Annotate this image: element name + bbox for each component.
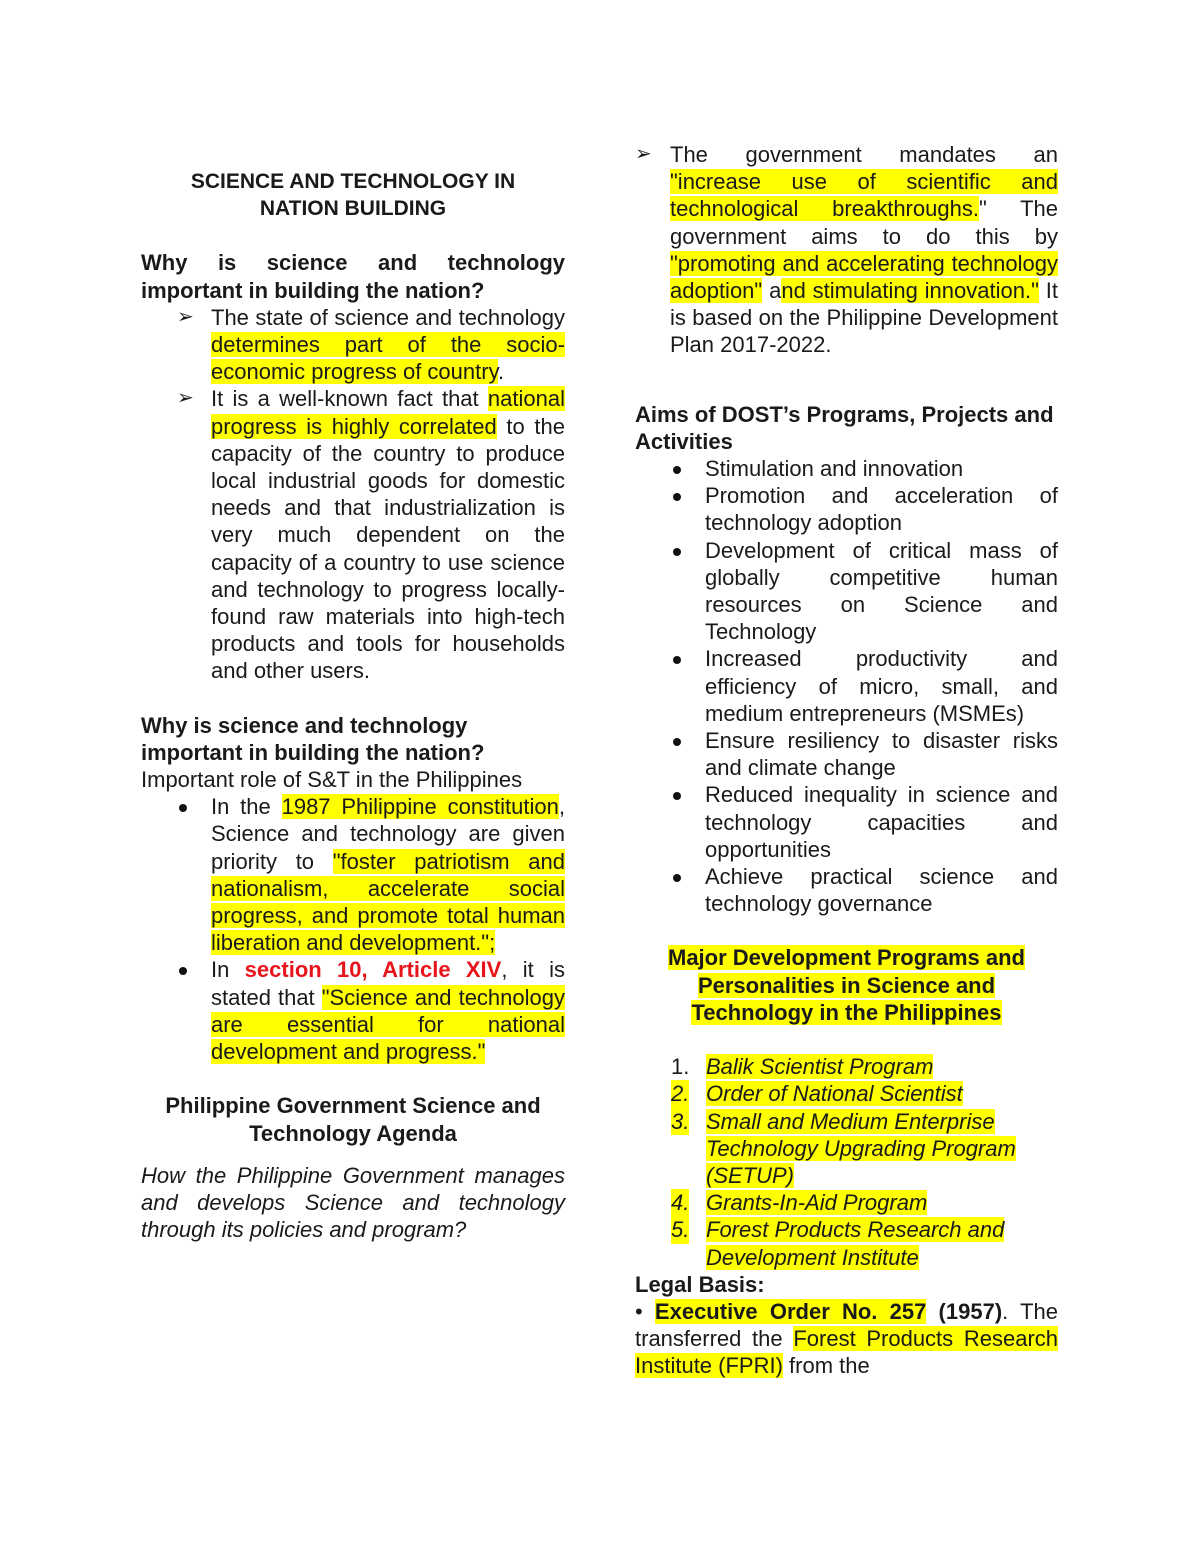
list-item: Development of critical mass of globally competitive human resources on Science and Technology [635, 537, 1058, 646]
list-item: In section 10, Article XIV, it is stated that "Science and technology are essential for national development and progress." [141, 956, 565, 1065]
article-reference: section 10, Article XIV [244, 957, 502, 983]
highlighted-text: national progress is highly correlated [211, 386, 565, 439]
arrow-bullet-icon: ➢ [177, 387, 194, 410]
question-heading-2: Why is science and technology important in building the nation? [141, 712, 485, 765]
list-item: 1. Balik Scientist Program [671, 1054, 934, 1080]
bullet-icon [673, 738, 681, 746]
bullet-icon [673, 466, 681, 474]
list-item: ➢ It is a well-known fact that national progress is highly correlated to the capacity of the country to produce local industrial goods for domestic needs and that industrialization is very much dependent on the capacity of a country to use science and technology to progress locally-found raw materials into high-tech products and tools for households and other users. [177, 386, 566, 684]
list-item: 3. Small and Medium Enterprise Technology Upgrading Program (SETUP) [671, 1108, 1016, 1188]
arrow-bullet-icon: ➢ [635, 143, 652, 165]
programs-list [635, 1053, 1058, 1271]
agenda-question: How the Philippine Government manages and develops Science and technology through its policies and program? [141, 1162, 565, 1243]
section-heading: Philippine Government Science and Technology Agenda [165, 1093, 541, 1146]
highlighted-text: determines part of the socio-economic progress of country [211, 332, 565, 385]
bullet-icon [673, 493, 681, 501]
bullet-icon [673, 656, 681, 664]
list-item: 4. Grants-In-Aid Program [671, 1190, 928, 1216]
list-item: 5. Forest Products Research and Development Institute [671, 1217, 1005, 1270]
list-item: ➢ The state of science and technology determines part of the socio-economic progress of country. [177, 304, 565, 385]
question-heading: Why is science and technology important in building the nation? [141, 250, 565, 303]
bullet-icon [179, 967, 187, 975]
list-item: Reduced inequality in science and technology capacities and opportunities [635, 781, 1058, 863]
list-item: 2. Order of National Scientist [671, 1081, 963, 1107]
list-item: Stimulation and innovation [635, 455, 1058, 482]
role-subheading: Important role of S&T in the Philippines [141, 767, 523, 793]
major-programs-heading: Major Development Programs and Personalities in Science and Technology in the Philippines [668, 945, 1025, 1025]
aims-heading: Aims of DOST’s Programs, Projects and Activities [635, 401, 1054, 454]
right-column [635, 141, 1058, 1380]
bullet-icon [179, 804, 187, 812]
bullet-icon [673, 792, 681, 800]
list-item: In the 1987 Philippine constitution, Science and technology are given priority to "foster patriotism and nationalism, accelerate social progress, and promote total human liberation and development."; [141, 793, 565, 956]
bullet-icon [673, 874, 681, 882]
left-column [141, 168, 565, 1243]
legal-basis-text: • Executive Order No. 257 (1957). The transferred the Forest Products Research Institute (FPRI) from the [635, 1298, 1059, 1379]
aims-list [635, 455, 1058, 917]
bullet-icon [673, 548, 681, 556]
page-title [141, 168, 565, 222]
list-item: Achieve practical science and technology governance [635, 863, 1058, 917]
legal-basis-heading: Legal Basis: [635, 1271, 765, 1297]
list-item: ➢ The government mandates an "increase use of scientific and technological breakthroughs." The government aims to do this by "promoting and accelerating technology adoption" and stimulating innovation." It is based on the Philippine Development Plan 2017-2022. [635, 142, 1059, 358]
arrow-bullet-icon: ➢ [177, 305, 194, 328]
list-item: Ensure resiliency to disaster risks and climate change [635, 727, 1058, 781]
title-line-1: SCIENCE AND TECHNOLOGY IN [190, 170, 516, 193]
title-line-2: NATION BUILDING [259, 197, 447, 221]
list-item: Promotion and acceleration of technology adoption [635, 482, 1058, 536]
list-item: Increased productivity and efficiency of micro, small, and medium entrepreneurs (MSMEs) [635, 645, 1058, 727]
